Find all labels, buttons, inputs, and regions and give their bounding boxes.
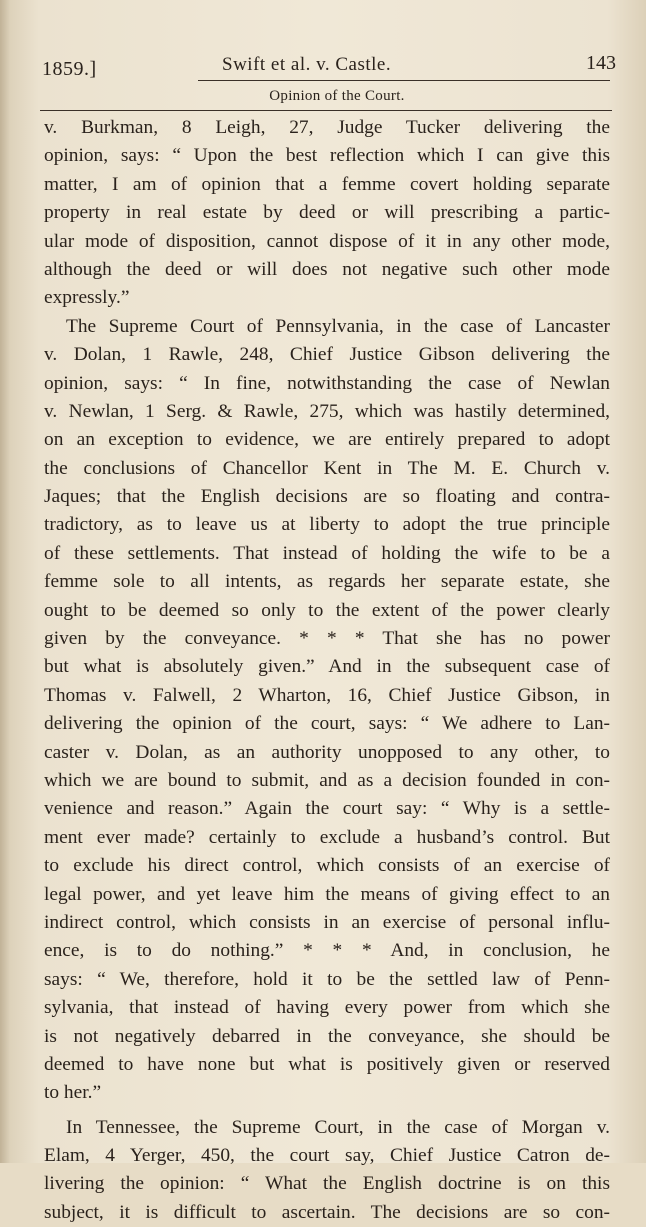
text-line: In Tennessee, the Supreme Court, in the case of Morgan v. bbox=[66, 1116, 610, 1138]
text-line: sylvania, that instead of having every power from which she bbox=[44, 997, 610, 1019]
text-line: tradictory, as to leave us at liberty to adopt the true principle bbox=[44, 514, 610, 536]
text-line: says: “ We, therefore, hold it to be the settled law of Penn- bbox=[44, 968, 610, 990]
text-line: venience and reason.” Again the court say: “ Why is a settle- bbox=[44, 798, 610, 820]
text-line: Thomas v. Falwell, 2 Wharton, 16, Chief Justice Gibson, in bbox=[44, 684, 610, 706]
text-line: delivering the opinion of the court, says: “ We adhere to Lan- bbox=[44, 713, 610, 735]
text-line: opinion, says: “ In fine, notwithstanding the case of Newlan bbox=[44, 372, 610, 394]
text-line: ought to be deemed so only to the extent of the power clearly bbox=[44, 599, 610, 621]
text-line: v. Newlan, 1 Serg. & Rawle, 275, which was hastily determined, bbox=[44, 400, 610, 422]
text-line: livering the opinion: “ What the English doctrine is on this bbox=[44, 1173, 610, 1195]
text-line: legal power, and yet leave him the means of giving effect to an bbox=[44, 883, 610, 905]
text-line: femme sole to all intents, as regards her separate estate, she bbox=[44, 571, 610, 593]
section-subheading: Opinion of the Court. bbox=[269, 88, 405, 104]
page-gutter-shadow bbox=[0, 0, 10, 1163]
text-line: property in real estate by deed or will prescribing a partic- bbox=[44, 202, 610, 224]
text-line: opinion, says: “ Upon the best reflection which I can give this bbox=[44, 145, 610, 167]
body-text bbox=[44, 114, 610, 1227]
text-line: to her.” bbox=[44, 1082, 102, 1104]
text-line: is not negatively debarred in the conveyance, she should be bbox=[44, 1025, 610, 1047]
text-line: to exclude his direct control, which consists of an exercise of bbox=[44, 855, 610, 877]
text-line: Elam, 4 Yerger, 450, the court say, Chief Justice Catron de- bbox=[44, 1145, 610, 1167]
text-line: which we are bound to submit, and as a decision founded in con- bbox=[44, 769, 610, 791]
text-line: Jaques; that the English decisions are so floating and contra- bbox=[44, 486, 610, 508]
running-head-year: 1859.] bbox=[42, 58, 97, 80]
text-line: caster v. Dolan, as an authority unopposed to any other, to bbox=[44, 741, 610, 763]
text-line: of these settlements. That instead of holding the wife to be a bbox=[44, 542, 610, 564]
header-rule bbox=[198, 80, 610, 81]
text-line: on an exception to evidence, we are entirely prepared to adopt bbox=[44, 429, 610, 451]
text-line: but what is absolutely given.” And in the subsequent case of bbox=[44, 656, 610, 678]
text-line: the conclusions of Chancellor Kent in The M. E. Church v. bbox=[44, 457, 610, 479]
running-head-title: Swift et al. v. Castle. bbox=[222, 54, 392, 75]
text-line: matter, I am of opinion that a femme covert holding separate bbox=[44, 173, 610, 195]
text-line: ment ever made? certainly to exclude a husband’s control. But bbox=[44, 826, 610, 848]
text-line: indirect control, which consists in an exercise of personal influ- bbox=[44, 911, 610, 933]
text-line: deemed to have none but what is positively given or reserved bbox=[44, 1053, 610, 1075]
text-line: given by the conveyance. * * * That she has no power bbox=[44, 628, 610, 650]
text-line: v. Dolan, 1 Rawle, 248, Chief Justice Gibson delivering the bbox=[44, 344, 610, 366]
text-line: subject, it is difficult to ascertain. The decisions are so con- bbox=[44, 1201, 610, 1223]
page-number: 143 bbox=[586, 52, 616, 74]
text-line: although the deed or will does not negative such other mode bbox=[44, 258, 610, 280]
text-line: v. Burkman, 8 Leigh, 27, Judge Tucker delivering the bbox=[44, 117, 610, 138]
running-head bbox=[34, 52, 616, 82]
text-line: expressly.” bbox=[44, 287, 130, 309]
subheading-rule bbox=[40, 110, 612, 111]
text-line: The Supreme Court of Pennsylvania, in the case of Lancaster bbox=[66, 315, 610, 337]
text-line: ence, is to do nothing.” * * * And, in conclusion, he bbox=[44, 940, 610, 962]
text-line: ular mode of disposition, cannot dispose of it in any other mode, bbox=[44, 230, 610, 252]
